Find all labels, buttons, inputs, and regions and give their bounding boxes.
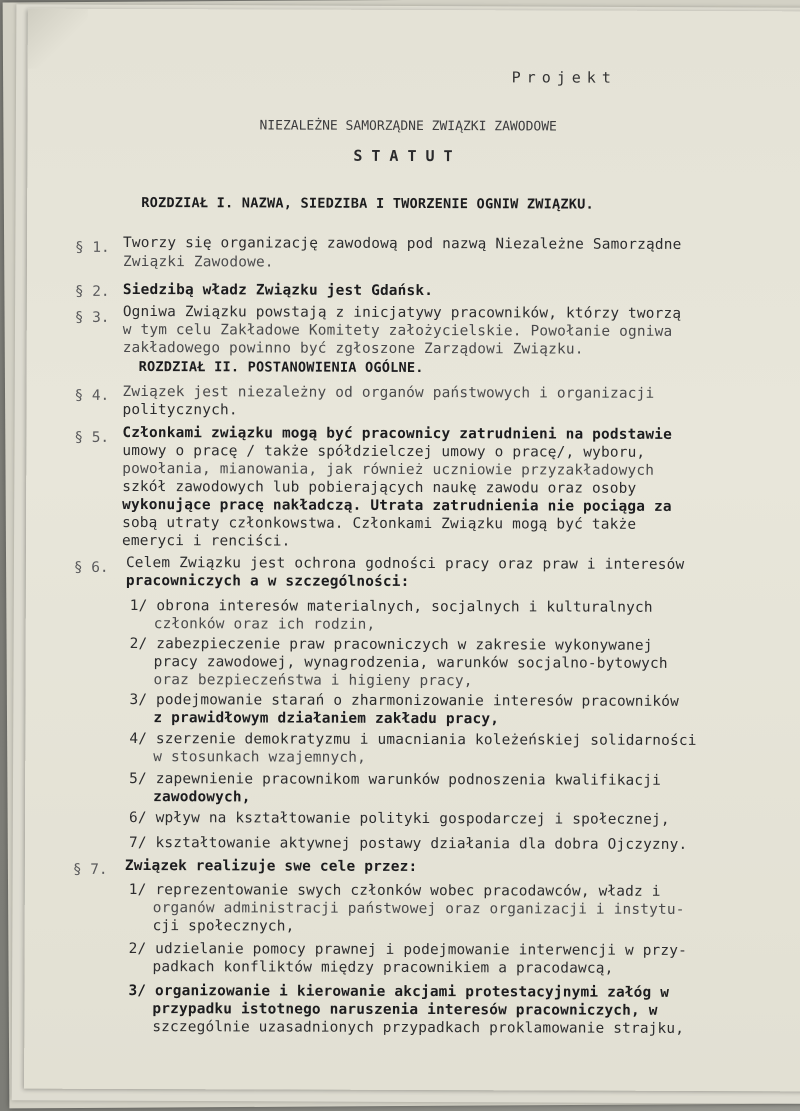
section-7-item-3-line-1: 3/ organizowanie i kierowanie akcjami protestacyjnymi załóg w (128, 982, 670, 1001)
section-2-number: § 2. (74, 283, 110, 300)
section-5-number: § 5. (74, 429, 110, 446)
section-7-number: § 7. (72, 861, 108, 878)
section-4-number: § 4. (74, 387, 110, 404)
section-3-line-2: w tym celu Zakładowe Komitety założycielskie. Powołanie ogniwa (122, 321, 673, 340)
section-3-number: § 3. (74, 309, 110, 326)
section-4-line-2: politycznych. (122, 401, 238, 419)
section-3-line-1: Ogniwa Związku powstają z inicjatywy pracowników, którzy tworzą (122, 303, 682, 322)
section-5-line-6: sobą utraty członkowstwa. Członkami Związku mogą być także (122, 514, 637, 533)
section-6-item-5-line-2: zawodowych, (153, 789, 251, 806)
organization-name: NIEZALEŻNE SAMORZĄDNE ZWIĄZKI ZAWODOWE (259, 118, 557, 135)
section-5-line-7: emeryci i renciści. (122, 532, 291, 550)
section-5-line-4: szkół zawodowych lub pobierających naukę zawodu oraz osoby (122, 478, 637, 497)
section-6-item-3-line-2: z prawidłowym działaniem zakładu pracy, (153, 710, 500, 728)
section-6-item-6: 6/ wpływ na kształtowanie polityki gospodarczej i społecznej, (129, 809, 670, 828)
chapter-1-heading: ROZDZIAŁ I. NAZWA, SIEDZIBA I TWORZENIE OGNIW ZWIĄZKU. (141, 195, 594, 213)
section-5-line-2: umowy o pracę / także spółdzielczej umowy o pracę/, wyboru, (122, 442, 646, 461)
section-6-item-1-line-1: 1/ obrona interesów materialnych, socjalnych i kulturalnych (129, 597, 653, 616)
section-7-item-3-line-2: przypadku istotnego naruszenia interesów pracowniczych, w (152, 1001, 658, 1019)
section-7-item-3-line-3: szczególnie uzasadnionych przypadkach proklamowanie strajku, (152, 1019, 685, 1037)
section-7-line-1: Związek realizuje swe cele przez: (124, 857, 418, 875)
section-6-item-4-line-1: 4/ szerzenie demokratyzmu i umacniania koleżeńskiej solidarności (129, 730, 697, 749)
section-6-item-4-line-2: w stosunkach wzajemnych, (153, 749, 367, 766)
section-6-number: § 6. (73, 559, 109, 576)
section-6-item-2-line-3: oraz bezpieczeństwa i higieny pracy, (153, 672, 473, 690)
section-7-item-1-line-1: 1/ reprezentowanie swych członków wobec pracodawców, władz i (128, 881, 661, 900)
draft-stamp: Projekt (511, 68, 617, 87)
section-6-item-2-line-2: pracy zawodowej, wynagrodzenia, warunków socjalno-bytowych (153, 654, 668, 672)
chapter-2-heading: ROZDZIAŁ II. POSTANOWIENIA OGÓLNE. (138, 359, 424, 377)
section-3-line-3: zakładowego powinno być zgłoszone Zarządowi Związku. (122, 339, 584, 358)
section-6-item-1-line-2: członków oraz ich rodzin, (153, 616, 376, 633)
section-7-item-1-line-3: cji społecznych, (152, 918, 295, 935)
section-6-item-5-line-1: 5/ zapewnienie pracownikom warunków podnoszenia kwalifikacji (129, 770, 662, 789)
section-5-line-1: Członkami związku mogą być pracownicy zatrudnieni na podstawie (122, 424, 672, 443)
section-5-line-5: wykonujące pracę nakładczą. Utrata zatrudnienia nie pociąga za (122, 496, 672, 515)
section-1-number: § 1. (75, 239, 110, 256)
section-6-item-7: 7/ kształtowanie aktywnej postawy działania dla dobra Ojczyzny. (128, 834, 688, 853)
section-6-line-1: Celem Związku jest ochrona godności pracy oraz praw i interesów (125, 554, 685, 573)
document-title: STATUT (353, 146, 462, 166)
section-7-item-2-line-2: padkach konfliktów między pracownikiem a pracodawcą, (152, 959, 614, 977)
section-6-item-3-line-1: 3/ podejmowanie starań o zharmonizowanie interesów pracowników (129, 691, 680, 710)
section-7-item-1-line-2: organów administracji państwowej oraz organizacji i instytu- (152, 900, 685, 918)
section-1-line-2: Związki Zawodowe. (122, 253, 274, 271)
section-4-line-1: Związek jest niezależny od organów państwowych i organizacji (122, 383, 655, 402)
page-corner-crease (28, 9, 88, 69)
section-6-line-2: pracowniczych a w szczególności: (125, 572, 410, 590)
section-5-line-3: powołania, mianowania, jak również uczniowie przyzakładowych (122, 460, 655, 479)
document-page (24, 9, 800, 1092)
section-7-item-2-line-1: 2/ udzielanie pomocy prawnej i podejmowanie interwencji w przy- (128, 940, 688, 959)
section-6-item-2-line-1: 2/ zabezpieczenie praw pracowniczych w zakresie wykonywanej (129, 635, 653, 654)
section-1-line-1: Tworzy się organizację zawodową pod nazwą Niezależne Samorządne (123, 234, 682, 253)
section-2-line-1: Siedzibą władz Związku jest Gdańsk. (122, 281, 434, 300)
